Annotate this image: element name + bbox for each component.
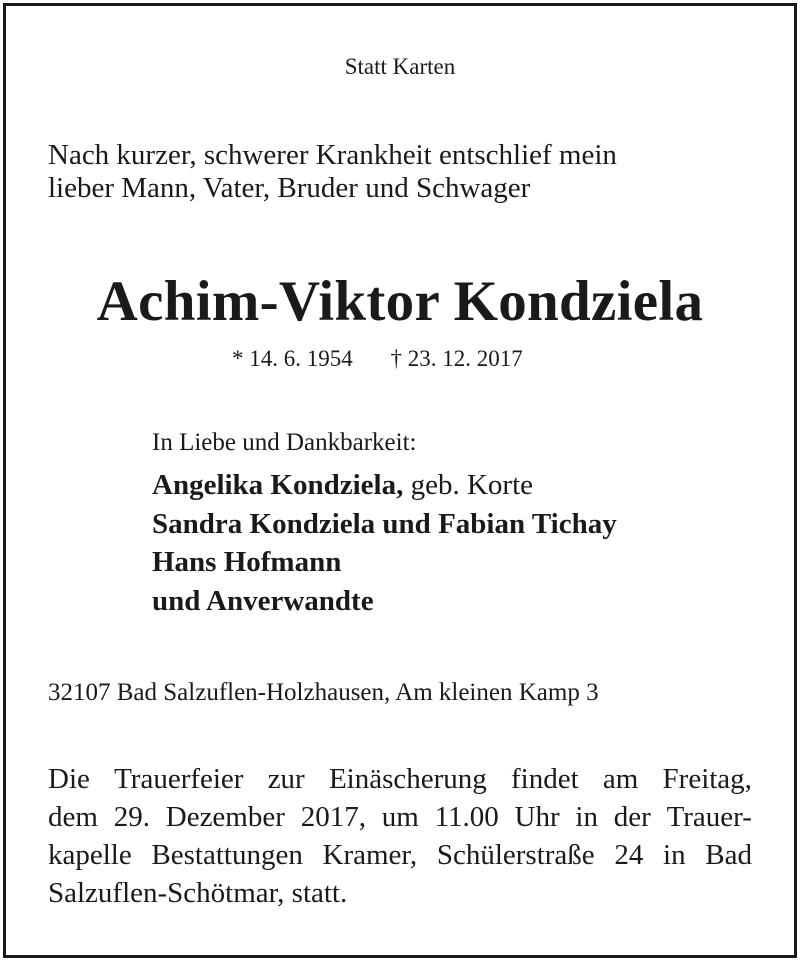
intro-text — [48, 139, 617, 205]
service-word: kapelle — [48, 839, 132, 871]
statt-karten-label: Statt Karten — [344, 54, 456, 79]
service-word: Bad — [705, 839, 752, 871]
service-word: 24 — [614, 839, 644, 871]
deceased-name: Achim-Viktor Kondziela — [96, 270, 704, 333]
service-word: 11.00 — [434, 801, 499, 833]
mourner-line-4: und Anverwandte — [152, 584, 374, 617]
service-word: 29. — [113, 801, 150, 833]
service-word: 2017, — [300, 801, 366, 833]
service-word: der — [613, 801, 651, 833]
mourner-line-2: Sandra Kondziela und Fabian Tichay — [152, 507, 617, 540]
service-word: Trauer- — [666, 801, 752, 833]
birth-date: * 14. 6. 1954 — [232, 346, 353, 371]
service-line-4: Salzuflen-Schötmar, statt. — [48, 877, 348, 909]
service-word: in — [575, 801, 598, 833]
service-word: dem — [48, 801, 98, 833]
funeral-service-text — [48, 760, 752, 912]
service-word: Trauerfeier — [114, 763, 244, 795]
mourner-name-widow: Angelika Kondziela, — [152, 469, 404, 501]
service-word: Schülerstraße — [436, 839, 595, 871]
service-line-2 — [48, 798, 752, 836]
family-address: 32107 Bad Salzuflen-Holzhausen, Am kleinen Kamp 3 — [48, 679, 599, 706]
service-word: Freitag, — [662, 763, 752, 795]
service-word: Kramer, — [322, 839, 418, 871]
service-word: um — [381, 801, 419, 833]
mourners-heading: In Liebe und Dankbarkeit: — [152, 429, 417, 456]
mourners-list — [152, 466, 617, 620]
intro-line-1: Nach kurzer, schwerer Krankheit entschlief mein — [48, 139, 617, 171]
mourner-maiden-name: geb. Korte — [410, 469, 534, 501]
service-word: Dezember — [165, 801, 285, 833]
service-word: Bestattungen — [151, 839, 303, 871]
service-word: in — [663, 839, 686, 871]
mourner-line-1 — [152, 466, 617, 505]
death-date: † 23. 12. 2017 — [390, 346, 523, 371]
service-word: zur — [267, 763, 305, 795]
service-word: Einäscherung — [328, 763, 487, 795]
service-word: am — [602, 763, 639, 795]
life-dates — [232, 344, 523, 374]
service-line-1 — [48, 760, 752, 798]
service-line-3 — [48, 836, 752, 874]
service-word: findet — [511, 763, 579, 795]
service-word: Uhr — [514, 801, 560, 833]
mourner-line-3: Hans Hofmann — [152, 546, 342, 578]
intro-line-2: lieber Mann, Vater, Bruder und Schwager — [48, 172, 531, 204]
service-word: Die — [48, 763, 90, 795]
